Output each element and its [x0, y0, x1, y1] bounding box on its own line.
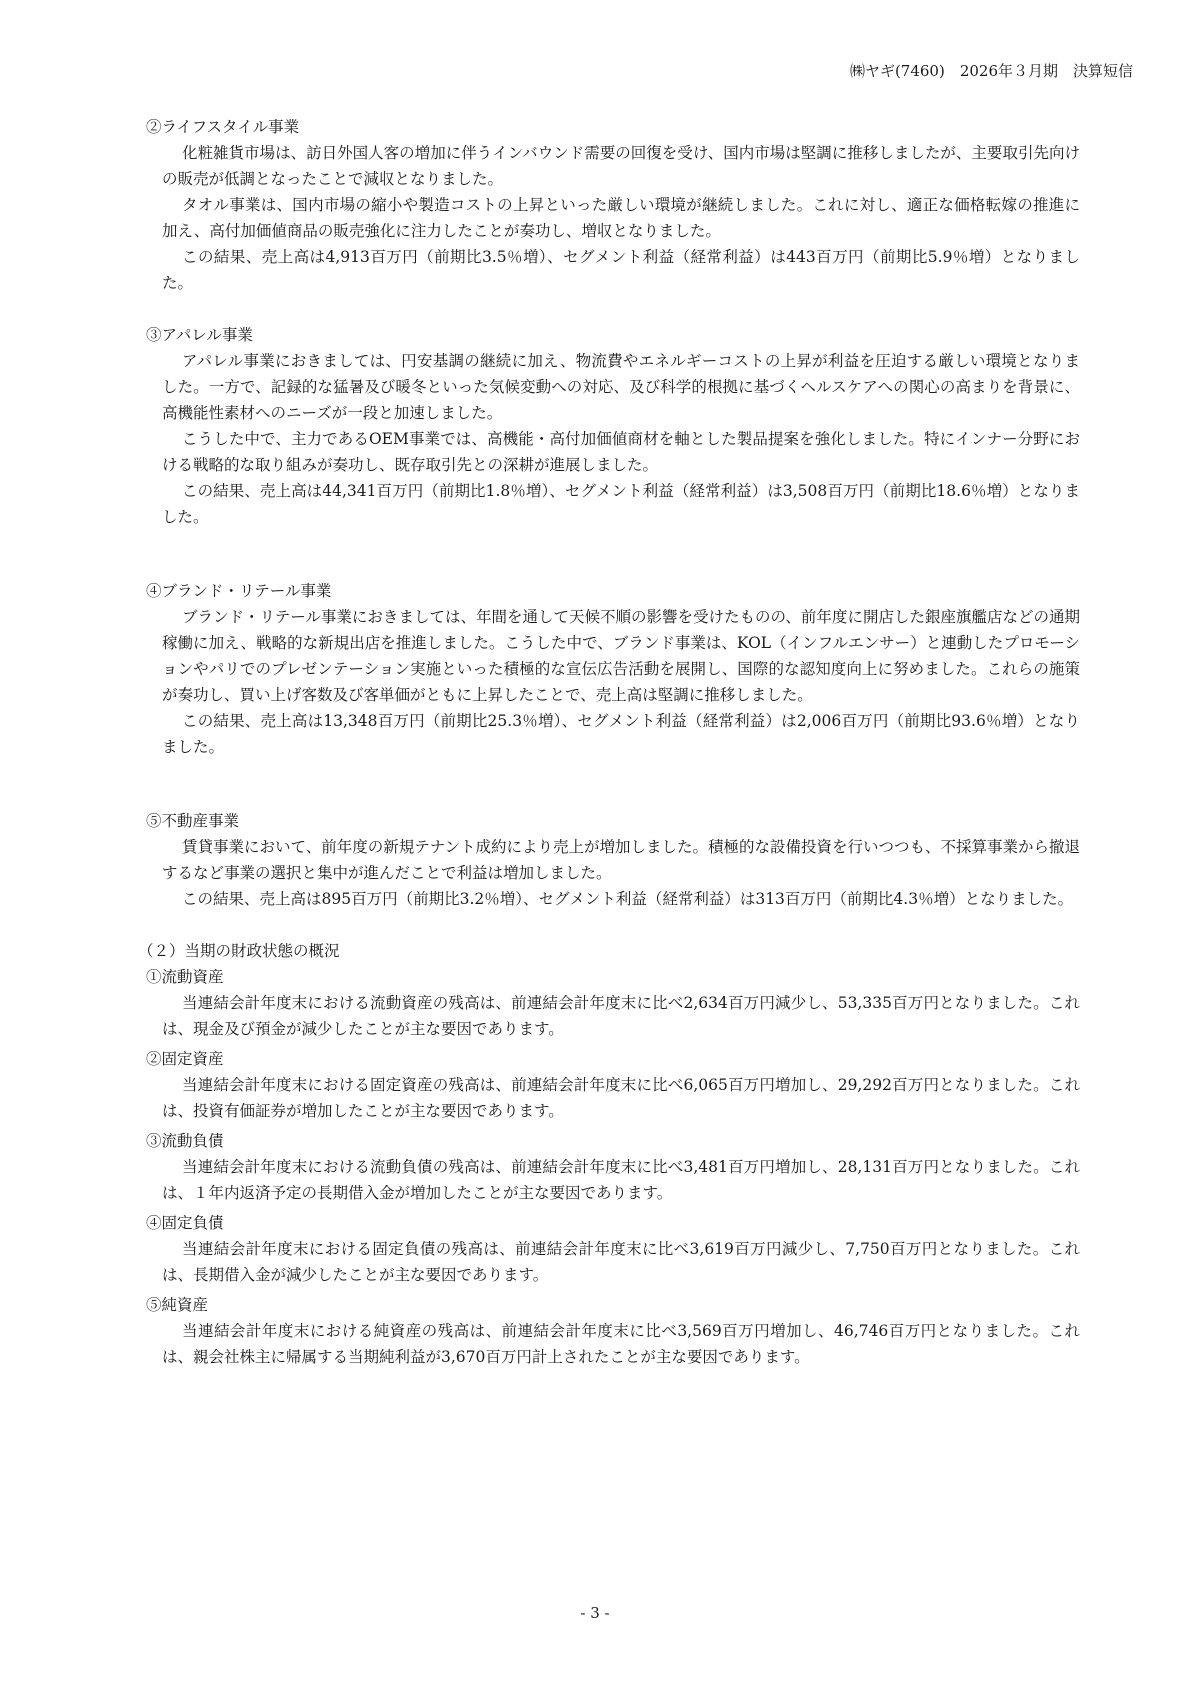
segment-paragraph: タオル事業は、国内市場の縮小や製造コストの上昇といった厳しい環境が継続しました。これに対し、適正な価格転嫁の推進に加え、高付加価値商品の販売強化に注力したことが奏功し、増収となりました。	[162, 196, 1080, 240]
financial-item-heading: ④固定負債	[146, 1214, 224, 1232]
segment-paragraph: アパレル事業におきましては、円安基調の継続に加え、物流費やエネルギーコストの上昇が利益を圧迫する厳しい環境となりました。一方で、記録的な猛暑及び暖冬といった気候変動への対応、及び科学的根拠に基づくヘルスケアへの関心の高まりを背景に、高機能性素材へのニーズが一段と加速しました。	[162, 352, 1080, 422]
financial-position-section	[140, 938, 1080, 1370]
financial-item-text: 当連結会計年度末における流動資産の残高は、前連結会計年度末に比べ2,634百万円減少し、53,335百万円となりました。これは、現金及び預金が減少したことが主な要因であります。	[162, 994, 1080, 1038]
segment-paragraph: この結果、売上高は895百万円（前期比3.2％増）、セグメント利益（経常利益）は313百万円（前期比4.3％増）となりました。	[182, 890, 1074, 908]
financial-item-current-liabilities	[140, 1128, 1080, 1206]
segment-paragraph: こうした中で、主力であるOEM事業では、高機能・高付加価値商材を軸とした製品提案を強化しました。特にインナー分野における戦略的な取り組みが奏功し、既存取引先との深耕が進展しました。	[162, 430, 1080, 474]
document-body	[140, 114, 1080, 1374]
segment-heading: ④ブランド・リテール事業	[146, 582, 332, 600]
segment-paragraph: この結果、売上高は44,341百万円（前期比1.8％増）、セグメント利益（経常利益）は3,508百万円（前期比18.6％増）となりました。	[162, 482, 1080, 526]
segment-heading: ③アパレル事業	[146, 326, 253, 344]
segment-lifestyle	[140, 114, 1080, 296]
segment-paragraph: 化粧雑貨市場は、訪日外国人客の増加に伴うインバウンド需要の回復を受け、国内市場は堅調に推移しましたが、主要取引先向けの販売が低調となったことで減収となりました。	[162, 144, 1080, 188]
financial-item-fixed-liabilities	[140, 1210, 1080, 1288]
segment-paragraph: ブランド・リテール事業におきましては、年間を通して天候不順の影響を受けたものの、前年度に開店した銀座旗艦店などの通期稼働に加え、戦略的な新規出店を推進しました。こうした中で、ブランド事業は、KOL（インフルエンサー）と連動したプロモーションやパリでのプレゼンテーション実施といった積極的な宣伝広告活動を展開し、国際的な認知度向上に努めました。これらの施策が奏功し、買い上げ客数及び客単価がともに上昇したことで、売上高は堅調に推移しました。	[162, 608, 1080, 704]
segment-paragraph: この結果、売上高は4,913百万円（前期比3.5％増）、セグメント利益（経常利益）は443百万円（前期比5.9％増）となりました。	[162, 248, 1080, 292]
financial-item-text: 当連結会計年度末における純資産の残高は、前連結会計年度末に比べ3,569百万円増加し、46,746百万円となりました。これは、親会社株主に帰属する当期純利益が3,670百万円計上されたことが主な要因であります。	[162, 1322, 1080, 1366]
financial-item-fixed-assets	[140, 1046, 1080, 1124]
financial-item-heading: ①流動資産	[146, 968, 224, 986]
financial-item-net-assets	[140, 1292, 1080, 1370]
segment-paragraph: 賃貸事業において、前年度の新規テナント成約により売上が増加しました。積極的な設備投資を行いつつも、不採算事業から撤退するなど事業の選択と集中が進んだことで利益は増加しました。	[162, 838, 1080, 882]
financial-item-text: 当連結会計年度末における固定資産の残高は、前連結会計年度末に比べ6,065百万円増加し、29,292百万円となりました。これは、投資有価証券が増加したことが主な要因であります。	[162, 1076, 1080, 1120]
page-header: ㈱ヤギ(7460) 2026年３月期 決算短信	[849, 62, 1133, 80]
segment-heading: ②ライフスタイル事業	[146, 118, 300, 136]
page-number: - 3 -	[580, 1604, 610, 1622]
segment-real-estate	[140, 808, 1080, 912]
segment-heading: ⑤不動産事業	[146, 812, 240, 830]
segment-apparel	[140, 322, 1080, 530]
financial-item-heading: ③流動負債	[146, 1132, 224, 1150]
financial-item-text: 当連結会計年度末における固定負債の残高は、前連結会計年度末に比べ3,619百万円減少し、7,750百万円となりました。これは、長期借入金が減少したことが主な要因であります。	[162, 1240, 1080, 1284]
financial-item-current-assets	[140, 964, 1080, 1042]
segment-paragraph: この結果、売上高は13,348百万円（前期比25.3％増）、セグメント利益（経常利益）は2,006百万円（前期比93.6％増）となりました。	[162, 712, 1080, 756]
financial-heading: （２）当期の財政状態の概況	[138, 942, 340, 960]
financial-item-heading: ②固定資産	[146, 1050, 224, 1068]
financial-item-heading: ⑤純資産	[146, 1296, 209, 1314]
financial-item-text: 当連結会計年度末における流動負債の残高は、前連結会計年度末に比べ3,481百万円増加し、28,131百万円となりました。これは、１年内返済予定の長期借入金が増加したことが主な要因であります。	[162, 1158, 1080, 1202]
segment-brand-retail	[140, 578, 1080, 760]
